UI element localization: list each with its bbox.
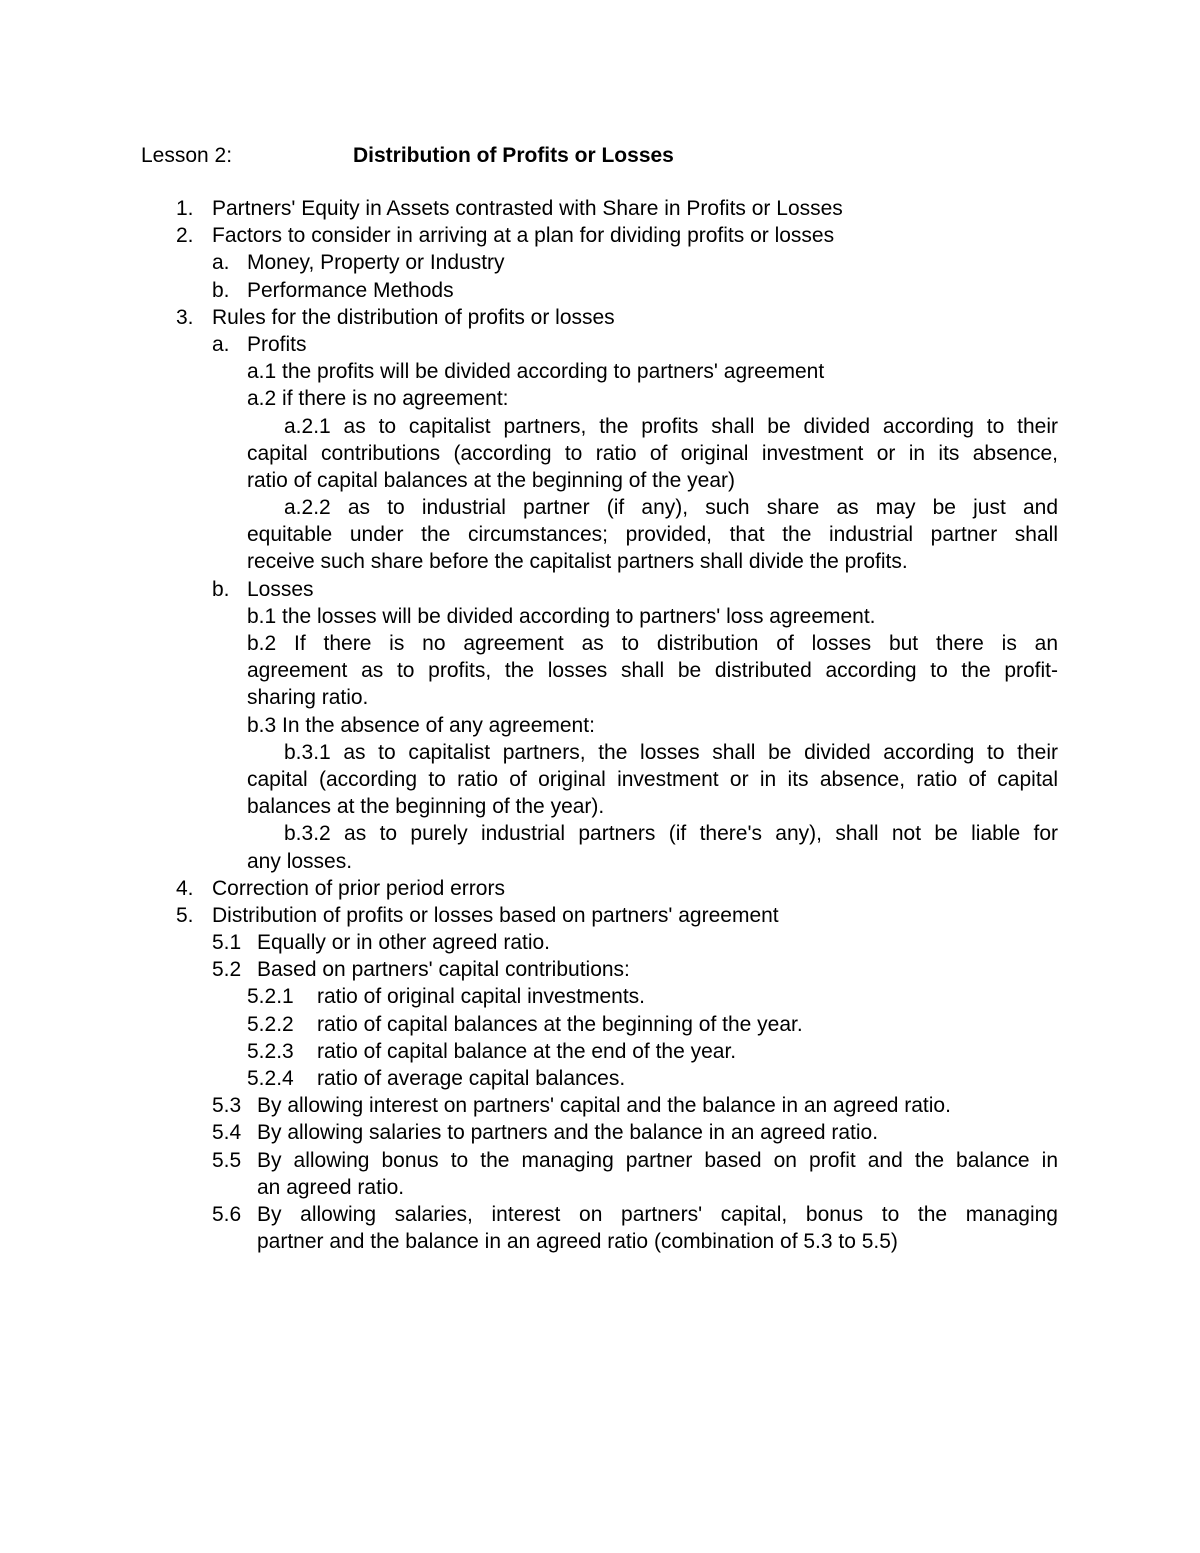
rule-b1 <box>0 603 1200 630</box>
paragraph-line: capital (according to ratio of original investment or in its absence, ratio of capital <box>247 767 1058 791</box>
rule-b3 <box>0 712 1200 739</box>
rule-b31-line-3 <box>0 793 1200 820</box>
paragraph-line: capital contributions (according to ratio of original investment or in its absence, <box>247 441 1058 465</box>
list-marker: 5.2.3 <box>247 1039 294 1063</box>
list-item-text: By allowing bonus to the managing partner based on profit and the balance in <box>257 1148 1058 1172</box>
list-item-4 <box>0 875 1200 902</box>
list-item-2 <box>0 222 1200 249</box>
paragraph-line: a.2 if there is no agreement: <box>247 387 509 411</box>
paragraph-line: equitable under the circumstances; provided, that the industrial partner shall <box>247 523 1058 547</box>
rule-b2-line-1 <box>0 630 1200 657</box>
list-marker: 5.2.1 <box>247 985 294 1009</box>
rule-a22-line-2 <box>0 521 1200 548</box>
list-marker: 5.2 <box>212 958 242 982</box>
list-item-1 <box>0 195 1200 222</box>
list-marker: 5.5 <box>212 1148 242 1172</box>
list-item-5-4 <box>0 1119 1200 1146</box>
list-item-3a <box>0 331 1200 358</box>
list-item-text: Performance Methods <box>247 278 454 302</box>
list-item-text: Based on partners' capital contributions: <box>257 958 630 982</box>
paragraph-line: b.2 If there is no agreement as to distribution of losses but there is an <box>247 632 1058 655</box>
paragraph-line: b.3.2 as to purely industrial partners (if there's any), shall not be liable for <box>284 822 1058 846</box>
lesson-outline <box>0 195 1200 1255</box>
list-marker: 5.2.4 <box>247 1067 294 1090</box>
list-item-text: Money, Property or Industry <box>247 251 505 275</box>
list-marker: b. <box>212 577 230 601</box>
paragraph-line: a.2.1 as to capitalist partners, the profits shall be divided according to their <box>284 414 1058 438</box>
list-item-text: Correction of prior period errors <box>212 876 505 900</box>
list-marker: 5. <box>176 903 194 927</box>
rule-b2-line-2 <box>0 657 1200 684</box>
list-marker: b. <box>212 278 230 302</box>
list-item-5-6 <box>0 1201 1200 1228</box>
paragraph-line: b.3 In the absence of any agreement: <box>247 713 595 737</box>
paragraph-line: sharing ratio. <box>247 686 369 710</box>
lesson-label: Lesson 2: <box>141 144 233 167</box>
list-item-text: Rules for the distribution of profits or losses <box>212 305 615 329</box>
list-item-text: an agreed ratio. <box>257 1175 405 1199</box>
list-item-text: By allowing salaries, interest on partners' capital, bonus to the managing <box>257 1202 1058 1226</box>
list-item-text: Profits <box>247 332 307 356</box>
list-item-5-2-2 <box>0 1011 1200 1038</box>
list-item-text: Equally or in other agreed ratio. <box>257 931 551 955</box>
rule-a21-line-1 <box>0 413 1200 440</box>
list-marker: 5.6 <box>212 1202 242 1226</box>
list-marker: a. <box>212 332 230 356</box>
list-item-text: ratio of capital balance at the end of the year. <box>317 1039 737 1063</box>
rule-a22-line-3 <box>0 548 1200 575</box>
rule-a21-line-2 <box>0 440 1200 467</box>
list-marker: 5.4 <box>212 1121 242 1145</box>
paragraph-line: balances at the beginning of the year). <box>247 795 605 819</box>
list-item-text: By allowing salaries to partners and the balance in an agreed ratio. <box>257 1121 879 1145</box>
list-marker: a. <box>212 251 230 275</box>
paragraph-line: b.1 the losses will be divided according to partners' loss agreement. <box>247 604 876 628</box>
list-marker: 5.1 <box>212 931 242 955</box>
list-item-5-6-cont <box>0 1228 1200 1255</box>
list-marker: 3. <box>176 305 194 329</box>
rule-b2-line-3 <box>0 684 1200 711</box>
paragraph-line: any losses. <box>247 849 353 873</box>
list-item-text: Factors to consider in arriving at a plan for dividing profits or losses <box>212 224 835 248</box>
rule-a1 <box>0 358 1200 385</box>
list-item-2b <box>0 277 1200 304</box>
list-item-5-5 <box>0 1147 1200 1174</box>
list-item-text: By allowing interest on partners' capital and the balance in an agreed ratio. <box>257 1094 951 1118</box>
list-item-text: Losses <box>247 577 314 601</box>
rule-b32-line-1 <box>0 820 1200 847</box>
paragraph-line: a.2.2 as to industrial partner (if any), such share as may be just and <box>284 496 1058 520</box>
list-item-5-3 <box>0 1092 1200 1119</box>
list-item-text: Distribution of profits or losses based on partners' agreement <box>212 903 779 927</box>
rule-b31-line-2 <box>0 766 1200 793</box>
list-item-5 <box>0 902 1200 929</box>
list-item-5-2 <box>0 956 1200 983</box>
list-item-3b <box>0 576 1200 603</box>
list-item-5-2-3 <box>0 1038 1200 1065</box>
list-item-5-2-4 <box>0 1065 1200 1092</box>
paragraph-line: b.3.1 as to capitalist partners, the losses shall be divided according to their <box>284 740 1058 764</box>
list-item-text: partner and the balance in an agreed ratio (combination of 5.3 to 5.5) <box>257 1230 898 1254</box>
list-marker: 4. <box>176 876 194 900</box>
rule-a2 <box>0 385 1200 412</box>
paragraph-line: ratio of capital balances at the beginning of the year) <box>247 468 735 492</box>
list-item-text: ratio of original capital investments. <box>317 985 645 1009</box>
list-marker: 5.2.2 <box>247 1012 294 1036</box>
rule-a22-line-1 <box>0 494 1200 521</box>
rule-b31-line-1 <box>0 739 1200 766</box>
list-item-text: ratio of capital balances at the beginning of the year. <box>317 1012 803 1036</box>
paragraph-line: a.1 the profits will be divided according to partners' agreement <box>247 360 825 384</box>
list-marker: 5.3 <box>212 1094 242 1118</box>
list-item-5-5-cont <box>0 1174 1200 1201</box>
paragraph-line: agreement as to profits, the losses shall be distributed according to the profit- <box>247 659 1058 683</box>
rule-a21-line-3 <box>0 467 1200 494</box>
list-item-5-2-1 <box>0 983 1200 1010</box>
lesson-title: Distribution of Profits or Losses <box>353 144 674 167</box>
paragraph-line: receive such share before the capitalist partners shall divide the profits. <box>247 550 908 574</box>
list-item-5-1 <box>0 929 1200 956</box>
list-item-text: Partners' Equity in Assets contrasted with Share in Profits or Losses <box>212 197 843 220</box>
rule-b32-line-2 <box>0 848 1200 875</box>
list-marker: 1. <box>176 197 194 220</box>
list-item-3 <box>0 304 1200 331</box>
list-marker: 2. <box>176 224 194 248</box>
list-item-text: ratio of average capital balances. <box>317 1067 626 1090</box>
list-item-2a <box>0 249 1200 276</box>
